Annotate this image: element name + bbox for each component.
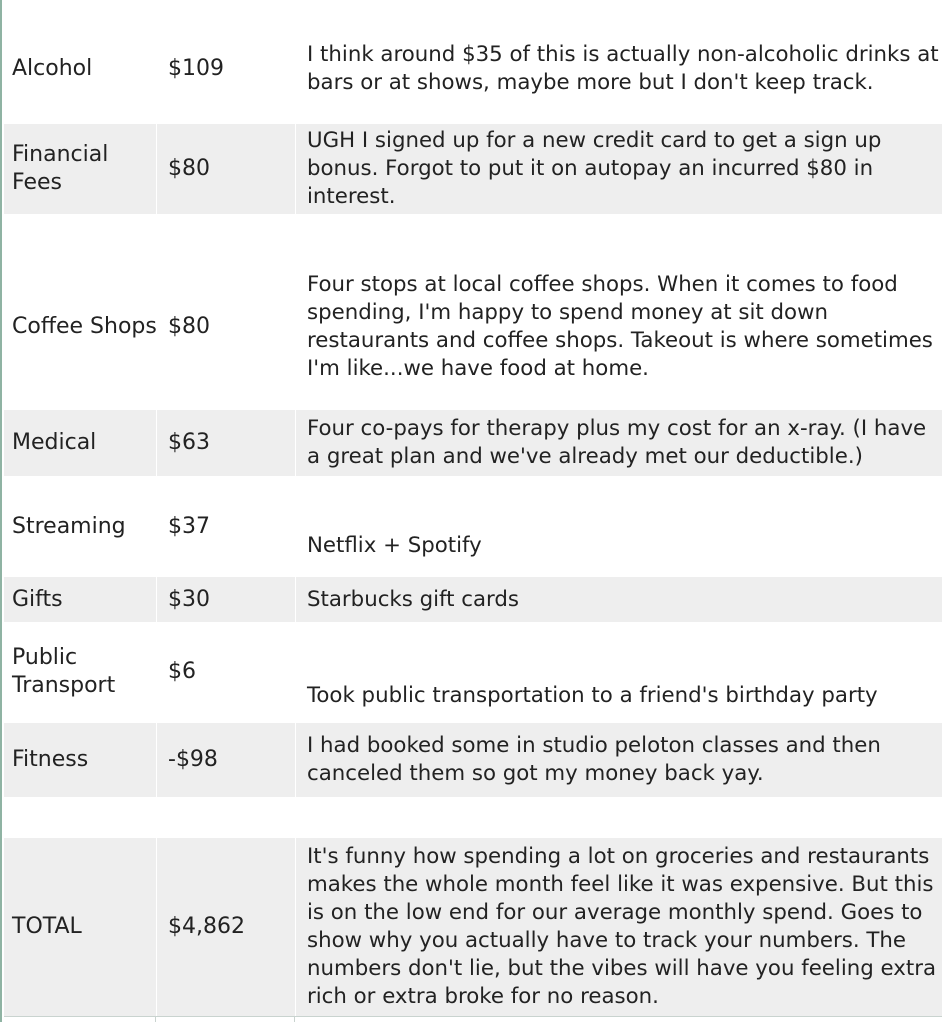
column-divider: [156, 410, 157, 476]
table-row-alcohol: [4, 30, 942, 108]
category-cell: Financial Fees: [12, 142, 109, 195]
amount-cell: $80: [168, 314, 210, 339]
category-cell: Alcohol: [12, 56, 93, 81]
amount-cell: -$98: [168, 747, 218, 772]
column-divider: [295, 723, 296, 797]
note-cell: Netflix + Spotify: [307, 533, 482, 558]
column-divider: [156, 838, 157, 1016]
amount-cell: $37: [168, 514, 210, 539]
note-cell: It's funny how spending a lot on groceries and restaurants makes the whole month feel like it was expensive. But this is on the low end for our average monthly spend. Goes to show why you actually have to track your numbers. The numbers don't lie, but the vibes will have you feeling extra rich or extra broke for no reason.: [307, 844, 937, 1009]
column-divider: [295, 577, 296, 622]
table-row-total: [4, 838, 942, 1016]
note-cell: Starbucks gift cards: [307, 586, 520, 612]
amount-cell: $63: [168, 430, 210, 455]
note-cell: I think around $35 of this is actually non-alcoholic drinks at bars or at shows, maybe more but I don't keep track.: [307, 42, 939, 95]
amount-cell: $6: [168, 659, 196, 684]
category-cell: Public Transport: [12, 645, 116, 698]
table-row-medical: [4, 410, 942, 476]
note-cell: Four stops at local coffee shops. When it comes to food spending, I'm happy to spend money at sit down restaurants and coffee shops. Takeout is where sometimes I'm like...we have food at home.: [307, 272, 933, 381]
amount-cell: $109: [168, 56, 224, 81]
category-cell: TOTAL: [12, 914, 82, 939]
column-divider: [156, 723, 157, 797]
column-divider: [156, 577, 157, 622]
column-tick: [155, 1016, 156, 1022]
category-cell: Streaming: [12, 514, 126, 539]
category-cell: Fitness: [12, 747, 89, 772]
table-row-streaming: [4, 496, 942, 562]
column-tick: [294, 1016, 295, 1022]
note-cell: Took public transportation to a friend's birthday party: [307, 683, 878, 708]
amount-cell: $4,862: [168, 914, 245, 939]
column-divider: [295, 124, 296, 214]
amount-cell: $80: [168, 156, 210, 181]
category-cell: Gifts: [12, 586, 63, 612]
table-row-public-transport: [4, 632, 942, 712]
column-divider: [295, 410, 296, 476]
category-cell: Medical: [12, 430, 97, 455]
amount-cell: $30: [168, 586, 210, 612]
note-cell: UGH I signed up for a new credit card to get a sign up bonus. Forgot to put it on autopay an incurred $80 in interest.: [307, 128, 882, 209]
column-divider: [295, 838, 296, 1016]
note-cell: Four co-pays for therapy plus my cost for an x-ray. (I have a great plan and we've already met our deductible.): [307, 416, 927, 469]
table-row-financial-fees: [4, 124, 942, 214]
table-row-fitness: [4, 723, 942, 797]
column-divider: [156, 124, 157, 214]
table-row-gifts: [4, 577, 942, 622]
category-cell: Coffee Shops: [12, 314, 157, 339]
table-row-coffee-shops: [4, 262, 942, 392]
table-bottom-border: [4, 1016, 942, 1017]
note-cell: I had booked some in studio peloton classes and then canceled them so got my money back yay.: [307, 733, 881, 786]
